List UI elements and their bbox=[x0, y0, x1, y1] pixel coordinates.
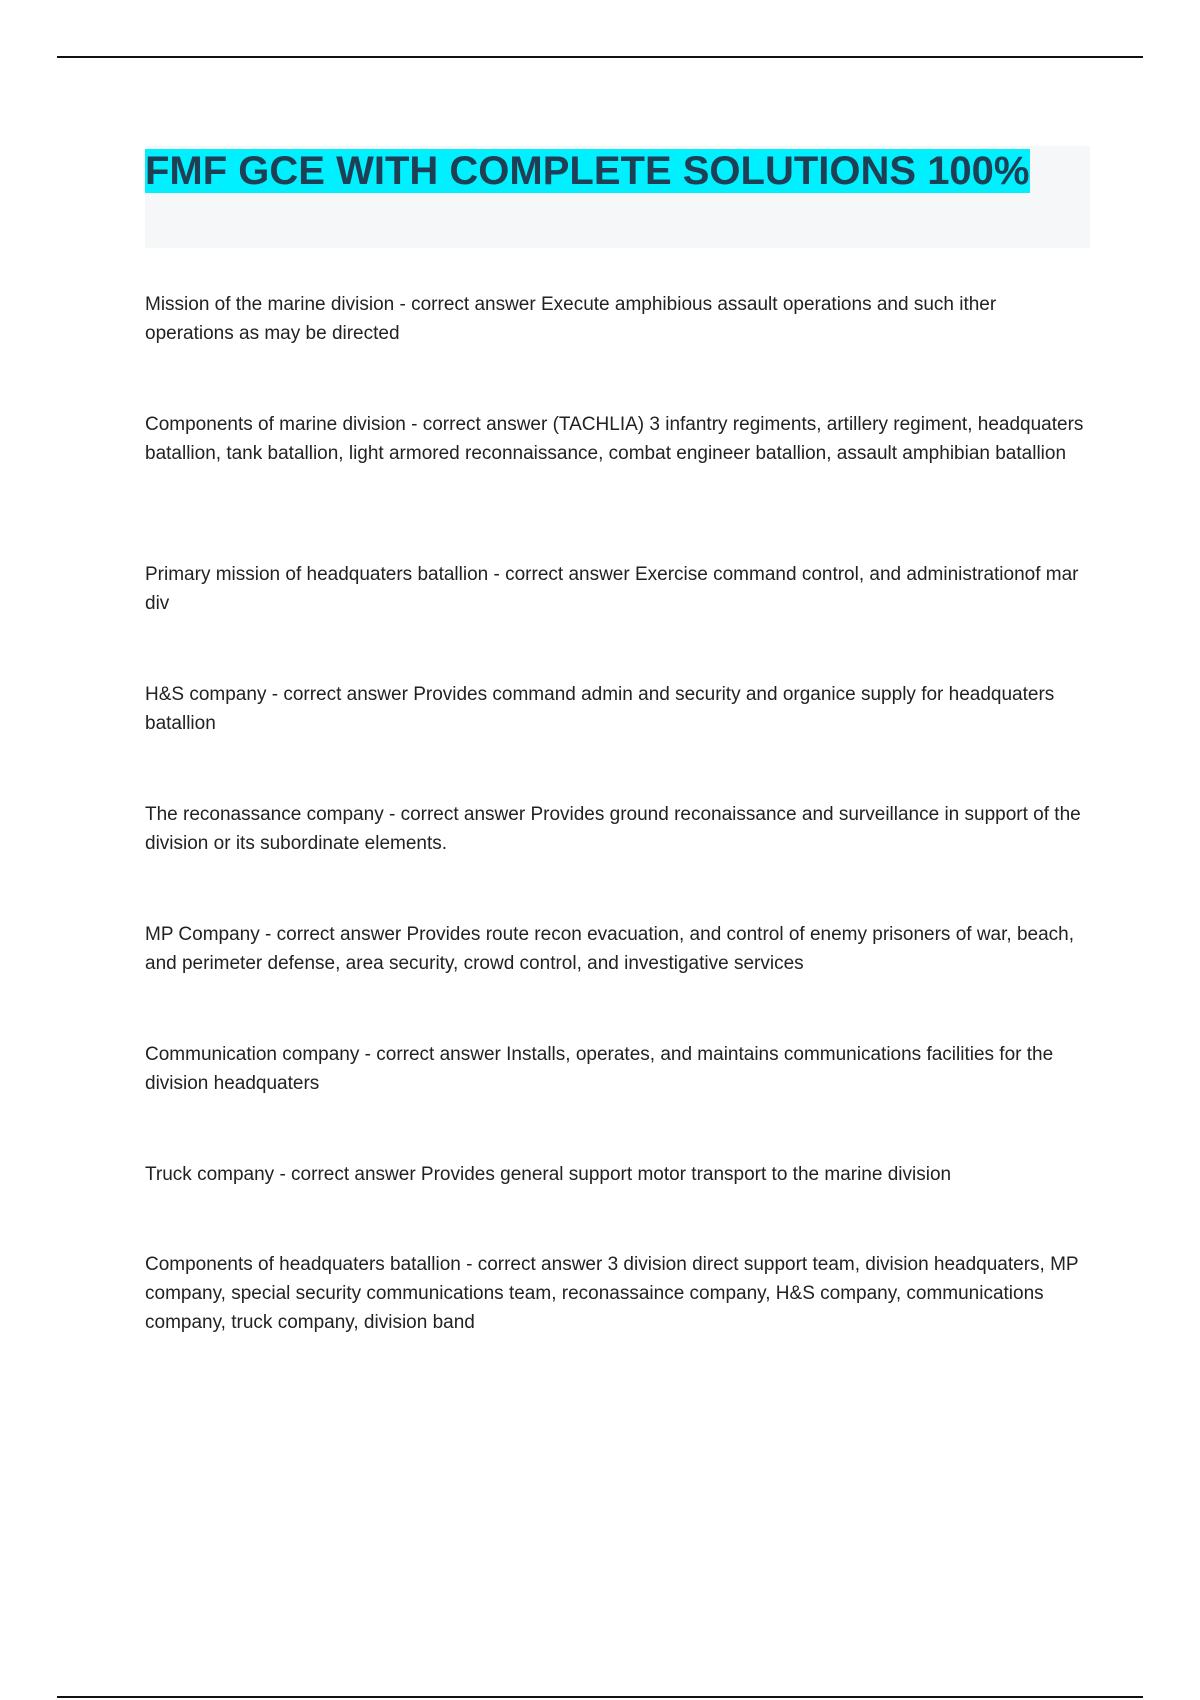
top-rule bbox=[57, 56, 1143, 58]
document-title bbox=[145, 146, 1045, 197]
qa-item-truck-company: Truck company - correct answer Provides general support motor transport to the marine division bbox=[145, 1164, 952, 1185]
qa-item-hs-company: H&S company - correct answer Provides command admin and security and organice supply for headquaters batallion bbox=[145, 684, 1055, 734]
qa-item-communication-company: Communication company - correct answer Installs, operates, and maintains communications facilities for the division headquaters bbox=[145, 1044, 1054, 1094]
qa-item-primary-mission-hq-batallion: Primary mission of headquaters batallion - correct answer Exercise command control, and administrationof mar div bbox=[145, 564, 1079, 614]
qa-item-components-marine-division: Components of marine division - correct answer (TACHLIA) 3 infantry regiments, artillery regiment, headquaters batallion, tank batallion, light armored reconnaissance, combat engineer batallion, assault amphibian batallion bbox=[145, 414, 1084, 464]
qa-item-components-hq-batallion: Components of headquaters batallion - correct answer 3 division direct support team, division headquaters, MP company, special security communications team, reconassaince company, H&S company, communications company, truck company, division band bbox=[145, 1254, 1079, 1333]
qa-item-mission-marine-division: Mission of the marine division - correct answer Execute amphibious assault operations and such ither operations as may be directed bbox=[145, 294, 997, 344]
title-highlight: FMF GCE WITH COMPLETE SOLUTIONS 100% bbox=[145, 149, 1030, 193]
title-box bbox=[145, 146, 1090, 248]
qa-item-mp-company: MP Company - correct answer Provides route recon evacuation, and control of enemy prisoners of war, beach, and perimeter defense, area security, crowd control, and investigative services bbox=[145, 924, 1074, 974]
qa-item-reconassance-company: The reconassance company - correct answer Provides ground reconaissance and surveillance in support of the division or its subordinate elements. bbox=[145, 804, 1081, 854]
bottom-rule bbox=[57, 1696, 1143, 1698]
